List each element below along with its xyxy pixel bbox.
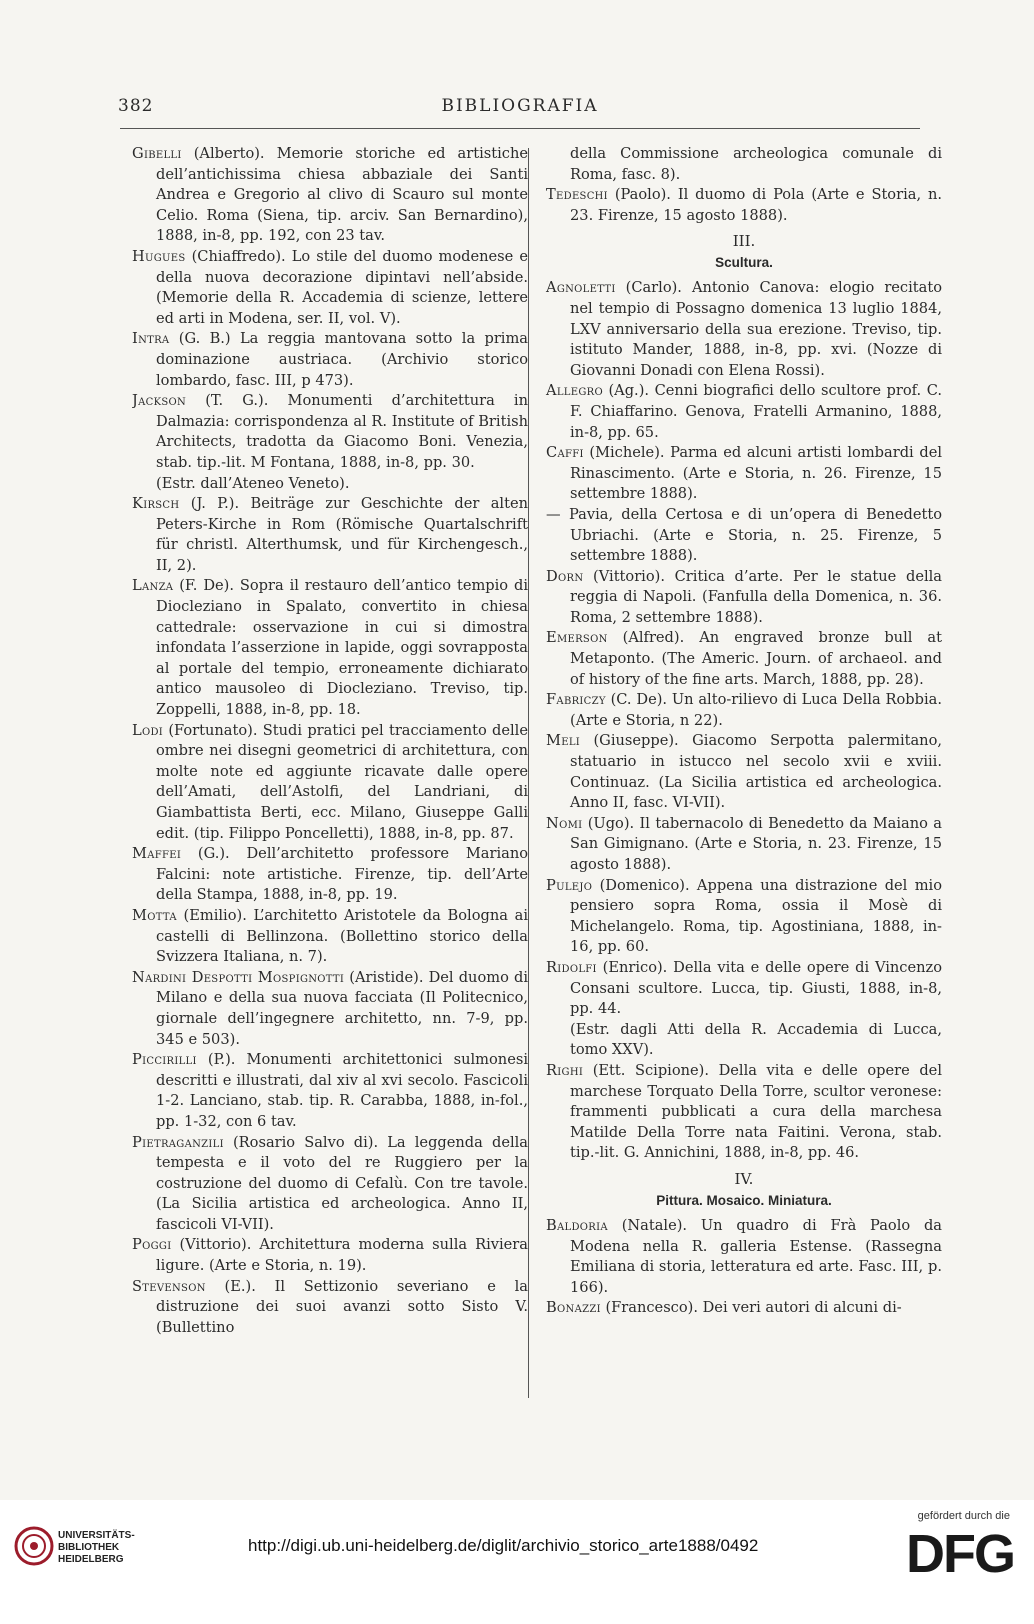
entry-text: (Estr. dall’Ateneo Veneto). — [156, 474, 350, 492]
section-number: IV. — [734, 1169, 754, 1188]
entry-text: (Natale). Un quadro di Frà Paolo da Modena nella R. galleria Estense. (Rassegna Emiliana di storia, letteratura ed arte. Fasc. III, p. 166). — [570, 1216, 942, 1296]
entry-text: (Giuseppe). Giacomo Serpotta palermitano, statuario in istucco nel secolo xvii e xviii. Continuaz. (La Sicilia artistica ed archeologica. Anno II, fasc. VI-VII). — [570, 732, 942, 812]
entry-text: (Vittorio). Architettura moderna sulla Riviera ligure. (Arte e Storia, n. 19). — [156, 1236, 528, 1275]
author-name: Poggi — [132, 1236, 172, 1254]
bibliography-entry — [132, 1133, 528, 1236]
right-column — [529, 144, 942, 1404]
entry-text: (Alberto). Memorie storiche ed artistiche dell’antichissima chiesa abbaziale dei Santi Andrea e Gregorio al clivo di Scauro sul monte Celio. Roma (Siena, tip. arciv. San Bernardino), 1888, in-8, pp. 192, con 23 tav. — [156, 145, 528, 245]
bibliography-entry — [546, 443, 942, 505]
page-header — [100, 96, 940, 126]
bibliography-entry — [546, 185, 942, 226]
entry-text: (Aristide). Del duomo di Milano e della sua nuova facciata (Il Politecnico, giornale dell’ingegnere architetto, nn. 7-9, pp. 345 e 503). — [156, 968, 528, 1048]
bibliography-entry — [132, 1050, 528, 1132]
bibliography-entry — [546, 958, 942, 1020]
entry-text: (Chiaffredo). Lo stile del duomo modenese e della nuova decorazione dipintavi nell’abside. (Memorie della R. Accademia di scienze, lettere ed arti in Modena, ser. II, vol. V). — [156, 247, 528, 327]
entry-text: della Commissione archeologica comunale di Roma, fasc. 8). — [570, 145, 942, 183]
bibliography-entry — [132, 391, 528, 473]
author-name: Bonazzi — [546, 1299, 601, 1317]
author-name: Tedeschi — [546, 186, 608, 204]
author-name: Ridolfi — [546, 958, 597, 976]
bibliography-entry — [132, 844, 528, 906]
entry-text: (Francesco). Dei veri autori di alcuni di- — [600, 1299, 902, 1317]
bibliography-entry — [546, 731, 942, 813]
entry-text: (Fortunato). Studi pratici pel tracciamento delle ombre nei disegni geometrici di architettura, con molte note ed aggiunte ricavate dalle opere dell’Amati, dell’Astolfi, del Landriani, di Giambattista Berti, ecc. Milano, Giuseppe Galli edit. (tip. Filippo Poncelletti), 1888, in-8, pp. 87. — [156, 721, 528, 842]
bibliography-entry — [546, 690, 942, 731]
university-seal-icon — [14, 1526, 54, 1566]
bibliography-entry — [132, 144, 528, 247]
digitization-footer — [0, 1500, 1034, 1624]
entry-text: (F. De). Sopra il restauro dell’antico tempio di Diocleziano in Spalato, convertito in chiesa cattedrale: osservazione in cui si dimostra infondata l’asserzione in lapide, oggi sovrapposta al portale del tempio, erroneamente dichiarato antico mausoleo di Diocleziano. Treviso, tip. Zoppelli, 1888, in-8, pp. 18. — [156, 577, 528, 719]
author-name: Maffei — [132, 845, 182, 863]
author-name: Stevenson — [132, 1277, 206, 1295]
bibliography-entry — [546, 278, 942, 381]
entry-text: (Rosario Salvo di). La leggenda della tempesta e il voto del re Ruggiero per la costruzione del duomo di Cefalù. Con tre tavole. (La Sicilia artistica ed archeologica. Anno II, fascicoli VI-VII). — [156, 1133, 528, 1233]
author-name: Lanza — [132, 577, 174, 595]
bibliography-entry — [132, 247, 528, 329]
bibliography-entry — [132, 906, 528, 968]
bibliography-entry — [132, 968, 528, 1050]
bibliography-entry — [546, 876, 942, 958]
author-name: Dorn — [546, 567, 584, 585]
entry-text: (Domenico). Appena una distrazione del mio pensiero sopra Roma, ossia il Mosè di Michelangelo. Roma, tip. Agostiniana, 1888, in-16, pp. 60. — [570, 876, 942, 956]
entry-text: (Vittorio). Critica d’arte. Per le statue della reggia di Napoli. (Fanfulla della Domenica, n. 36. Roma, 2 settembre 1888). — [570, 567, 942, 626]
header-rule — [120, 128, 920, 129]
entry-text: (Michele). Parma ed alcuni artisti lombardi del Rinascimento. (Arte e Storia, n. 26. Firenze, 15 settembre 1888). — [570, 444, 942, 503]
bibliography-entry — [546, 567, 942, 629]
source-url-link[interactable]: http://digi.ub.uni-heidelberg.de/diglit/archivio_storico_arte1888/0492 — [248, 1536, 759, 1555]
entry-text: (Ugo). Il tabernacolo di Benedetto da Maiano a San Gimignano. (Arte e Storia, n. 23. Firenze, 15 agosto 1888). — [570, 814, 942, 873]
entry-text: (Ett. Scipione). Della vita e delle opere del marchese Torquato Della Torre, scultor veronese: frammenti pubblicati a cura della marchesa Matilde Della Torre nata Faitini. Verona, stab. tip.-lit. G. Annichini, 1888, in-8, pp. 46. — [570, 1061, 942, 1162]
dfg-logo: DFG — [906, 1524, 1014, 1584]
library-name: UNIVERSITÄTS- BIBLIOTHEK HEIDELBERG — [58, 1530, 135, 1565]
bibliography-entry — [132, 474, 528, 495]
entry-text: (C. De). Un alto-rilievo di Luca Della Robbia. (Arte e Storia, n 22). — [570, 691, 942, 729]
bibliography-entry — [132, 1235, 528, 1276]
section-title: Pittura. Mosaico. Miniatura. — [656, 1192, 832, 1208]
running-title: BIBLIOGRAFIA — [441, 96, 599, 116]
two-column-body — [132, 144, 952, 1404]
entry-text: (Alfred). An engraved bronze bull at Metaponto. (The Americ. Journ. of archaeol. and of history of the fine arts. March, 1888, pp. 28). — [570, 629, 942, 688]
author-name: Lodi — [132, 721, 164, 739]
section-number: III. — [732, 232, 756, 251]
section-title: Scultura. — [715, 255, 773, 271]
bibliography-entry — [132, 494, 528, 576]
bibliography-entry — [546, 814, 942, 876]
entry-text: (J. P.). Beiträge zur Geschichte der alten Peters-Kirche in Rom (Römische Quartalschrift für christl. Alterthumsk, und für Kirchengesch., II, 2). — [156, 495, 528, 574]
funded-by-label: gefördert durch die — [917, 1510, 1010, 1522]
author-name: Meli — [546, 732, 581, 750]
left-column — [132, 144, 528, 1404]
author-name: Jackson — [132, 392, 187, 410]
page-number: 382 — [118, 96, 154, 116]
author-name: Emerson — [546, 629, 608, 647]
author-name: Motta — [132, 906, 177, 924]
bibliography-entry — [546, 1020, 942, 1061]
author-name: Baldoria — [546, 1216, 608, 1234]
bibliography-entry — [132, 1277, 528, 1339]
bibliography-entry — [546, 628, 942, 690]
author-name: Nomi — [546, 814, 583, 832]
author-name: Caffi — [546, 444, 584, 462]
entry-text: Pavia, della Certosa e di un’opera di Benedetto Ubriachi. (Arte e Storia, n. 25. Firenze, 5 settembre 1888). — [560, 505, 942, 565]
entry-text: (Ag.). Cenni biografici dello scultore prof. C. F. Chiaffarino. Genova, Fratelli Armanino, 1888, in-8, pp. 65. — [570, 382, 942, 441]
bibliography-entry — [546, 381, 942, 443]
author-name: Pulejo — [546, 876, 593, 894]
entry-text: (P.). Monumenti architettonici sulmonesi descritti e illustrati, dal xiv al xvi secolo. Fascicoli 1-2. Lanciano, stab. tip. R. Carabba, 1888, in-fol., pp. 1-32, con 6 tav. — [156, 1051, 528, 1130]
entry-text: (T. G.). Monumenti d’architettura in Dalmazia: corrispondenza al R. Institute of British Architects, tradotta da Giacomo Boni. Venezia, stab. tip.-lit. M Fontana, 1888, in-8, pp. 30. — [156, 392, 528, 471]
author-name: Allegro — [546, 382, 603, 400]
author-name: Hugues — [132, 247, 186, 265]
author-name: Piccirilli — [132, 1051, 197, 1069]
entry-text: (Emilio). L’architetto Aristotele da Bologna ai castelli di Bellinzona. (Bollettino storico della Svizzera Italiana, n. 7). — [156, 906, 528, 966]
entry-text: (G. B.) La reggia mantovana sotto la prima dominazione austriaca. (Archivio storico lombardo, fasc. III, p 473). — [156, 330, 528, 389]
author-name: Pietraganzili — [132, 1133, 224, 1151]
author-name: Righi — [546, 1061, 584, 1079]
author-name: Nardini Despotti Mospignotti — [132, 968, 345, 986]
bibliography-entry — [546, 1298, 942, 1319]
author-name: Gibelli — [132, 145, 182, 162]
bibliography-entry — [132, 576, 528, 720]
author-name: — — [546, 505, 561, 523]
bibliography-entry — [546, 144, 942, 185]
entry-text: (E.). Il Settizonio severiano e la distruzione dei suoi avanzi sotto Sisto V. (Bullettino — [156, 1277, 528, 1336]
author-name: Agnoletti — [546, 279, 616, 297]
entry-text: (G.). Dell’architetto professore Mariano Falcini: note artistiche. Firenze, tip. dell’Arte della Stampa, 1888, in-8, pp. 19. — [156, 845, 528, 904]
entry-text: (Enrico). Della vita e delle opere di Vincenzo Consani scultore. Lucca, tip. Giusti, 1888, in-8, pp. 44. — [570, 958, 942, 1018]
entry-text: (Paolo). Il duomo di Pola (Arte e Storia, n. 23. Firenze, 15 agosto 1888). — [570, 186, 942, 224]
bibliography-entry — [132, 721, 528, 845]
bibliography-entry — [132, 329, 528, 391]
bibliography-entry — [546, 1061, 942, 1164]
bibliography-entry — [546, 505, 942, 567]
entry-text: (Carlo). Antonio Canova: elogio recitato nel tempio di Possagno domenica 13 luglio 1884, LXV anniversario della sua erezione. Treviso, tip. istituto Mander, 1888, in-8, pp. xvi. (Nozze di Giovanni Donadi con Elena Rossi). — [570, 279, 942, 379]
bibliography-entry — [546, 1216, 942, 1298]
author-name: Kirsch — [132, 495, 180, 513]
entry-text: (Estr. dagli Atti della R. Accademia di Lucca, tomo XXV). — [570, 1020, 942, 1059]
author-name: Fabriczy — [546, 691, 606, 709]
author-name: Intra — [132, 330, 170, 348]
